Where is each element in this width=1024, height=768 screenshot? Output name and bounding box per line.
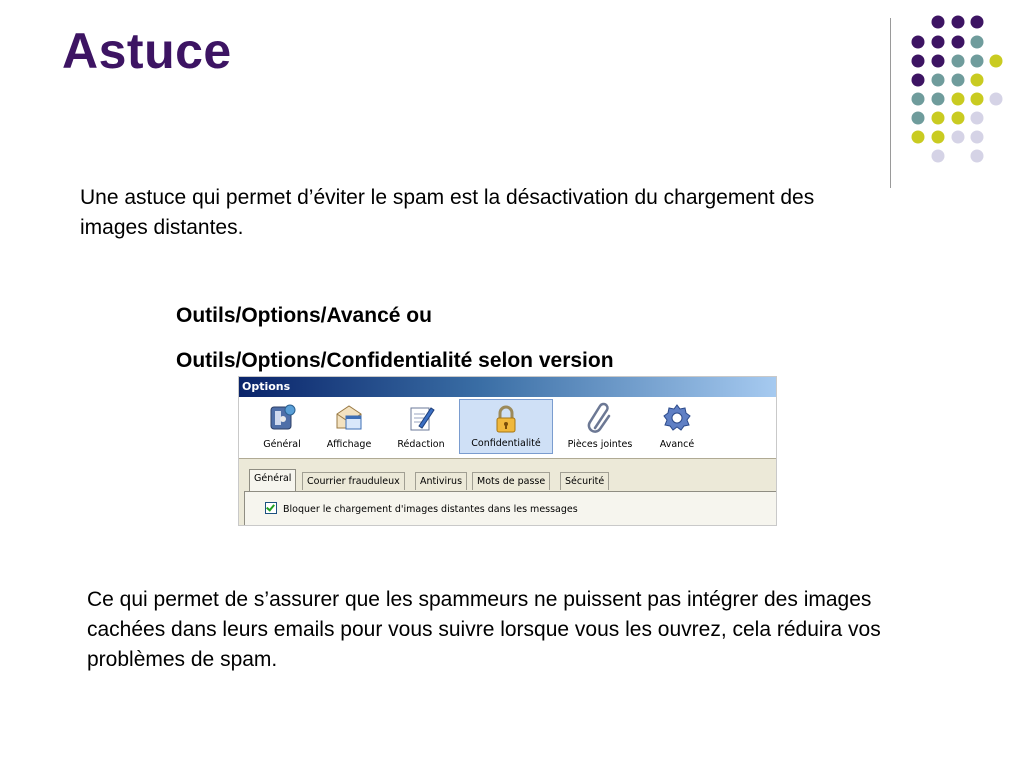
- decorative-dot: [912, 36, 925, 49]
- gear-icon: [661, 402, 693, 434]
- compose-icon: [405, 402, 437, 434]
- decorative-dot: [932, 150, 945, 163]
- toolbar-compose[interactable]: [387, 399, 455, 454]
- menu-path-2: Outils/Options/Confidentialité selon version: [176, 349, 614, 372]
- intro-text: Une astuce qui permet d’éviter le spam est la désactivation du chargement des images distantes.: [80, 186, 815, 239]
- paperclip-icon: [584, 402, 616, 434]
- decorative-dot: [932, 74, 945, 87]
- toolbar-attachments[interactable]: [559, 399, 641, 454]
- decorative-dot: [990, 93, 1003, 106]
- menu-path-1: Outils/Options/Avancé ou: [176, 304, 432, 327]
- display-icon: [333, 402, 365, 434]
- block-images-label: Bloquer le chargement d'images distantes dans les messages: [283, 504, 578, 515]
- decorative-dot: [990, 55, 1003, 68]
- toolbar-display[interactable]: [317, 399, 381, 454]
- decorative-dot: [952, 131, 965, 144]
- tab-junk-mail[interactable]: Courrier frauduleux: [302, 472, 405, 490]
- decorative-dot: [971, 36, 984, 49]
- options-dialog-screenshot: [238, 376, 777, 526]
- options-panel: [239, 458, 777, 526]
- decorative-dot: [952, 36, 965, 49]
- dialog-title-bar: Options: [239, 377, 776, 397]
- decorative-dot: [912, 93, 925, 106]
- decorative-dot: [952, 74, 965, 87]
- decorative-dot: [952, 16, 965, 29]
- decorative-dot: [912, 112, 925, 125]
- decorative-dot: [952, 55, 965, 68]
- decorative-dot: [971, 16, 984, 29]
- decorative-dot: [912, 131, 925, 144]
- conclusion-text: Ce qui permet de s’assurer que les spammeurs ne puissent pas intégrer des images cachées dans leurs emails pour vous suivre lorsque vous les ouvrez, cela réduira vos problèmes de spam.: [87, 588, 881, 671]
- lock-icon: [490, 403, 522, 435]
- toolbar-label: Confidentialité: [471, 438, 541, 449]
- block-images-checkbox[interactable]: [265, 502, 277, 514]
- tab-security[interactable]: Sécurité: [560, 472, 609, 490]
- decorative-dot: [912, 74, 925, 87]
- options-toolbar: [239, 397, 777, 457]
- decorative-dot: [971, 93, 984, 106]
- toolbar-label: Rédaction: [397, 439, 445, 450]
- tab-antivirus[interactable]: Antivirus: [415, 472, 467, 490]
- menu-path-block: [176, 293, 614, 383]
- decorative-dot: [971, 74, 984, 87]
- decorative-dot: [971, 55, 984, 68]
- block-images-option[interactable]: [265, 502, 578, 515]
- tab-content: [244, 491, 777, 526]
- toolbar-advanced[interactable]: [647, 399, 707, 454]
- decorative-dot: [932, 131, 945, 144]
- toolbar-label: Affichage: [326, 439, 372, 450]
- general-icon: [266, 402, 298, 434]
- toolbar-label: Général: [263, 439, 301, 450]
- decorative-dot: [932, 55, 945, 68]
- toolbar-label: Avancé: [659, 439, 695, 450]
- decorative-dot: [932, 36, 945, 49]
- decorative-dot: [912, 55, 925, 68]
- decorative-dot: [932, 93, 945, 106]
- slide-title: Astuce: [62, 23, 232, 79]
- decorative-dot: [952, 112, 965, 125]
- tab-passwords[interactable]: Mots de passe: [472, 472, 550, 490]
- decorative-dot: [932, 16, 945, 29]
- toolbar-privacy[interactable]: [459, 399, 553, 454]
- divider-line: [890, 18, 891, 188]
- toolbar-label: Pièces jointes: [567, 439, 633, 450]
- toolbar-general[interactable]: [249, 399, 315, 454]
- decorative-dot: [932, 112, 945, 125]
- decorative-dot: [971, 112, 984, 125]
- decorative-dot: [952, 93, 965, 106]
- decorative-dot: [971, 131, 984, 144]
- tab-general[interactable]: Général: [249, 469, 296, 491]
- decorative-dot: [971, 150, 984, 163]
